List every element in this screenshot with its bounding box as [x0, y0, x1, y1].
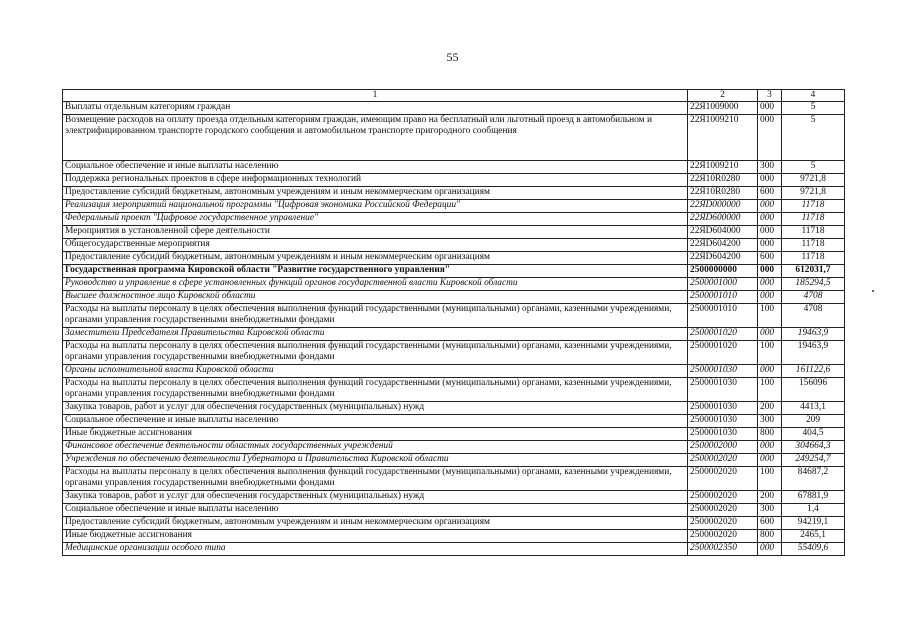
- table-row: [63, 402, 845, 415]
- row-description: Социальное обеспечение и иные выплаты населению: [63, 415, 688, 428]
- table-row: [63, 454, 845, 467]
- row-type: 300: [758, 161, 782, 174]
- table-row: [63, 543, 845, 556]
- row-code: 2500002020: [688, 454, 758, 467]
- row-amount: 404,5: [782, 428, 845, 441]
- row-amount: 612031,7: [782, 265, 845, 278]
- row-type: 300: [758, 504, 782, 517]
- row-code: 2500001030: [688, 415, 758, 428]
- row-type: 000: [758, 200, 782, 213]
- row-description: Расходы на выплаты персоналу в целях обеспечения выполнения функций государственными (муниципальными) органами, казенными учреждениями, органами управления государственными внебюджетными фондами: [63, 467, 688, 491]
- row-type: 000: [758, 174, 782, 187]
- table-row: [63, 428, 845, 441]
- table-row: [63, 504, 845, 517]
- row-amount: 5: [782, 102, 845, 115]
- header-col-type: 3: [758, 90, 782, 102]
- row-type: 100: [758, 378, 782, 402]
- row-amount: 4708: [782, 304, 845, 328]
- row-code: 22Я1009210: [688, 161, 758, 174]
- row-amount: 156096: [782, 378, 845, 402]
- table-row: [63, 115, 845, 161]
- row-description: Учреждения по обеспечению деятельности Губернатора и Правительства Кировской области: [63, 454, 688, 467]
- row-code: 2500002020: [688, 517, 758, 530]
- row-amount: 161122,6: [782, 365, 845, 378]
- row-amount: 67881,9: [782, 491, 845, 504]
- row-code: 2500002020: [688, 467, 758, 491]
- table-row: [63, 265, 845, 278]
- row-type: 000: [758, 239, 782, 252]
- table-row: [63, 226, 845, 239]
- row-code: 2500002000: [688, 441, 758, 454]
- table-body: [63, 102, 845, 556]
- row-type: 100: [758, 467, 782, 491]
- row-description: Реализация мероприятий национальной программы "Цифровая экономика Российской Федерации": [63, 200, 688, 213]
- table-row: [63, 304, 845, 328]
- row-amount: 19463,9: [782, 341, 845, 365]
- row-code: 2500000000: [688, 265, 758, 278]
- row-type: 200: [758, 402, 782, 415]
- row-code: 22ЯD600000: [688, 213, 758, 226]
- table-row: [63, 467, 845, 491]
- row-code: 22ЯD604200: [688, 252, 758, 265]
- row-code: 2500001030: [688, 428, 758, 441]
- row-description: Финансовое обеспечение деятельности областных государственных учреждений: [63, 441, 688, 454]
- row-amount: 249254,7: [782, 454, 845, 467]
- table-row: [63, 328, 845, 341]
- row-code: 22Я1009000: [688, 102, 758, 115]
- row-code: 22ЯD604000: [688, 226, 758, 239]
- row-type: 000: [758, 543, 782, 556]
- row-code: 22Я1009210: [688, 115, 758, 161]
- row-description: Общегосударственные мероприятия: [63, 239, 688, 252]
- row-amount: 9721,8: [782, 174, 845, 187]
- table-row: [63, 252, 845, 265]
- row-amount: 5: [782, 161, 845, 174]
- row-amount: 11718: [782, 252, 845, 265]
- table-row: [63, 161, 845, 174]
- row-description: Предоставление субсидий бюджетным, автономным учреждениям и иным некоммерческим организациям: [63, 252, 688, 265]
- row-description: Выплаты отдельным категориям граждан: [63, 102, 688, 115]
- row-amount: 304664,3: [782, 441, 845, 454]
- header-row: [63, 90, 845, 102]
- row-description: Предоставление субсидий бюджетным, автономным учреждениям и иным некоммерческим организациям: [63, 517, 688, 530]
- row-type: 000: [758, 365, 782, 378]
- table-row: [63, 102, 845, 115]
- row-type: 000: [758, 291, 782, 304]
- row-type: 200: [758, 491, 782, 504]
- row-type: 000: [758, 278, 782, 291]
- row-code: 2500001000: [688, 278, 758, 291]
- row-description: Предоставление субсидий бюджетным, автономным учреждениям и иным некоммерческим организациям: [63, 187, 688, 200]
- table-row: [63, 491, 845, 504]
- row-code: 2500001020: [688, 328, 758, 341]
- row-amount: 9721,8: [782, 187, 845, 200]
- row-description: Иные бюджетные ассигнования: [63, 428, 688, 441]
- row-amount: 4708: [782, 291, 845, 304]
- row-code: 2500002020: [688, 504, 758, 517]
- row-amount: 11718: [782, 200, 845, 213]
- row-type: 800: [758, 530, 782, 543]
- row-code: 2500001030: [688, 378, 758, 402]
- row-type: 000: [758, 265, 782, 278]
- header-col-amount: 4: [782, 90, 845, 102]
- row-description: Возмещение расходов на оплату проезда отдельным категориям граждан, имеющим право на бесплатный или льготный проезд в автомобильном и электрифицированном транспорте городского сообщения и автомобильном транспорте пригородного сообщения: [63, 115, 688, 161]
- table-row: [63, 291, 845, 304]
- row-code: 22Я10R0280: [688, 174, 758, 187]
- row-amount: 84687,2: [782, 467, 845, 491]
- row-type: 100: [758, 304, 782, 328]
- row-amount: 4413,1: [782, 402, 845, 415]
- row-type: 000: [758, 454, 782, 467]
- table-row: [63, 415, 845, 428]
- row-description: Высшее должностное лицо Кировской области: [63, 291, 688, 304]
- table-row: [63, 200, 845, 213]
- table-row: [63, 365, 845, 378]
- row-code: 22Я10R0280: [688, 187, 758, 200]
- row-description: Федеральный проект "Цифровое государственное управление": [63, 213, 688, 226]
- row-amount: 1,4: [782, 504, 845, 517]
- row-description: Государственная программа Кировской области "Развитие государственного управления": [63, 265, 688, 278]
- table-row: [63, 378, 845, 402]
- row-description: Расходы на выплаты персоналу в целях обеспечения выполнения функций государственными (муниципальными) органами, казенными учреждениями, органами управления государственными внебюджетными фондами: [63, 341, 688, 365]
- table-row: [63, 278, 845, 291]
- row-type: 600: [758, 187, 782, 200]
- row-type: 100: [758, 341, 782, 365]
- row-amount: 209: [782, 415, 845, 428]
- row-code: 2500002020: [688, 491, 758, 504]
- row-description: Закупка товаров, работ и услуг для обеспечения государственных (муниципальных) нужд: [63, 402, 688, 415]
- scan-speck: [872, 290, 874, 292]
- row-type: 000: [758, 226, 782, 239]
- row-amount: 19463,9: [782, 328, 845, 341]
- header-col-code: 2: [688, 90, 758, 102]
- table-row: [63, 530, 845, 543]
- row-code: 22ЯD604200: [688, 239, 758, 252]
- table-row: [63, 517, 845, 530]
- row-type: 600: [758, 517, 782, 530]
- row-code: 2500001030: [688, 365, 758, 378]
- row-type: 000: [758, 441, 782, 454]
- row-description: Иные бюджетные ассигнования: [63, 530, 688, 543]
- row-description: Расходы на выплаты персоналу в целях обеспечения выполнения функций государственными (муниципальными) органами, казенными учреждениями, органами управления государственными внебюджетными фондами: [63, 304, 688, 328]
- row-code: 2500001030: [688, 402, 758, 415]
- row-description: Мероприятия в установленной сфере деятельности: [63, 226, 688, 239]
- page-number: 55: [446, 50, 459, 64]
- row-amount: 11718: [782, 239, 845, 252]
- row-amount: 11718: [782, 226, 845, 239]
- row-type: 800: [758, 428, 782, 441]
- row-type: 000: [758, 102, 782, 115]
- row-amount: 5: [782, 115, 845, 161]
- table-row: [63, 213, 845, 226]
- row-description: Социальное обеспечение и иные выплаты населению: [63, 161, 688, 174]
- row-code: 2500002020: [688, 530, 758, 543]
- row-amount: 11718: [782, 213, 845, 226]
- row-description: Заместители Председателя Правительства Кировской области: [63, 328, 688, 341]
- row-type: 000: [758, 115, 782, 161]
- table-row: [63, 187, 845, 200]
- row-type: 300: [758, 415, 782, 428]
- row-code: 2500001010: [688, 304, 758, 328]
- row-description: Расходы на выплаты персоналу в целях обеспечения выполнения функций государственными (муниципальными) органами, казенными учреждениями, органами управления государственными внебюджетными фондами: [63, 378, 688, 402]
- row-type: 000: [758, 328, 782, 341]
- budget-table: [62, 89, 845, 556]
- row-code: 2500001020: [688, 341, 758, 365]
- row-code: 2500001010: [688, 291, 758, 304]
- table-row: [63, 239, 845, 252]
- row-description: Органы исполнительной власти Кировской области: [63, 365, 688, 378]
- table-row: [63, 341, 845, 365]
- row-code: 2500002350: [688, 543, 758, 556]
- row-code: 22ЯD000000: [688, 200, 758, 213]
- row-description: Поддержка региональных проектов в сфере информационных технологий: [63, 174, 688, 187]
- header-col-description: 1: [63, 90, 688, 102]
- row-description: Социальное обеспечение и иные выплаты населению: [63, 504, 688, 517]
- row-amount: 94219,1: [782, 517, 845, 530]
- row-amount: 185294,5: [782, 278, 845, 291]
- row-type: 600: [758, 252, 782, 265]
- row-description: Закупка товаров, работ и услуг для обеспечения государственных (муниципальных) нужд: [63, 491, 688, 504]
- table-row: [63, 441, 845, 454]
- row-amount: 2465,1: [782, 530, 845, 543]
- row-type: 000: [758, 213, 782, 226]
- row-description: Медицинские организации особого типа: [63, 543, 688, 556]
- table-row: [63, 174, 845, 187]
- row-description: Руководство и управление в сфере установленных функций органов государственной власти Кировской области: [63, 278, 688, 291]
- row-amount: 55409,6: [782, 543, 845, 556]
